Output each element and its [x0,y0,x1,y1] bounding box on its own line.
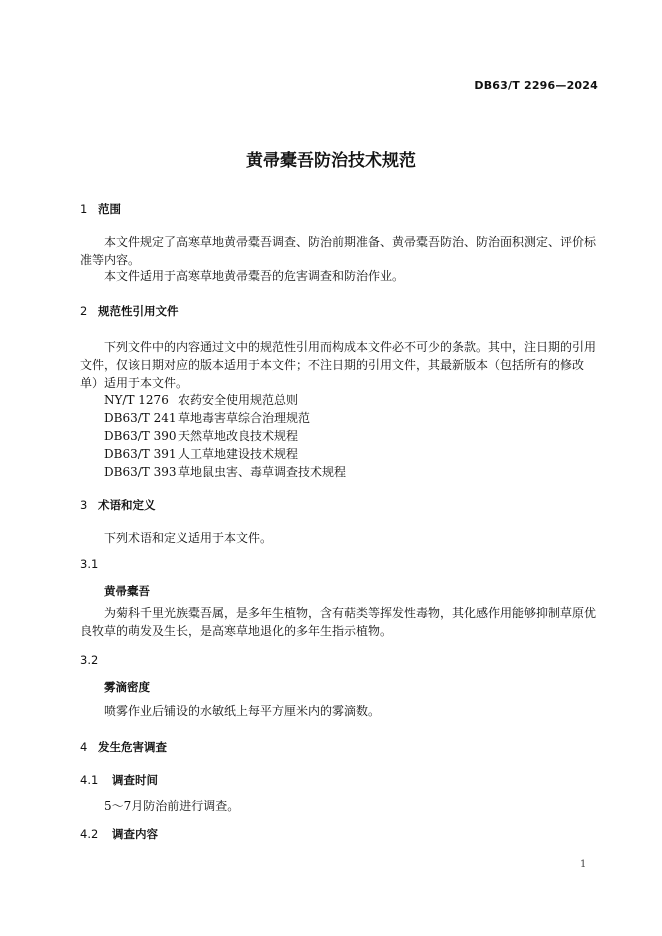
reference-title: 农药安全使用规范总则 [178,393,299,407]
reference-item [104,427,298,444]
reference-code: DB63/T 241 [104,411,177,425]
section-number: 4 [80,740,88,754]
section-title: 范围 [98,202,121,216]
clause-number: 3.1 [80,557,99,571]
reference-item [104,409,310,426]
reference-title: 草地鼠虫害、毒草调查技术规程 [178,465,347,479]
subsection-number: 4.2 [80,827,99,841]
terms-intro: 下列术语和定义适用于本文件。 [104,531,273,545]
reference-title: 草地毒害草综合治理规范 [178,411,311,425]
section-number: 1 [80,202,88,216]
section-title: 术语和定义 [98,498,156,512]
reference-code: DB63/T 390 [104,429,177,443]
section-heading-scope [80,201,121,217]
term-definition: 为菊科千里光族橐吾属，是多年生植物，含有萜类等挥发性毒物，其化感作用能够抑制草原优良牧草的萌发及生长，是高寒草地退化的多年生指示植物。 [80,606,597,638]
reference-item [104,463,346,480]
page-title: 黄帚橐吾防治技术规范 [246,151,416,171]
reference-title: 天然草地改良技术规程 [178,429,299,443]
page-number: 1 [580,859,587,870]
subsection-heading-survey-time [80,772,158,788]
scope-paragraph-1: 本文件规定了高寒草地黄帚橐吾调查、防治前期准备、黄帚橐吾防治、防治面积测定、评价标准等内容。 [80,235,597,267]
section-title: 规范性引用文件 [98,304,179,318]
references-intro: 下列文件中的内容通过文中的规范性引用而构成本文件必不可少的条款。其中，注日期的引用文件，仅该日期对应的版本适用于本文件；不注日期的引用文件，其最新版本（包括所有的修改单）适用于本文件。 [80,340,597,390]
subsection-heading-survey-content [80,826,158,842]
survey-time-text: 5～7月防治前进行调查。 [104,799,240,813]
reference-title: 人工草地建设技术规程 [178,447,299,461]
reference-item [104,445,298,462]
term-name: 黄帚橐吾 [104,584,150,598]
reference-item [104,391,298,408]
section-heading-damage-survey [80,739,167,755]
reference-code: NY/T 1276 [104,393,169,407]
scope-paragraph-2: 本文件适用于高寒草地黄帚橐吾的危害调查和防治作业。 [104,269,405,283]
section-title: 发生危害调查 [98,740,167,754]
term-definition: 喷雾作业后铺设的水敏纸上每平方厘米内的雾滴数。 [104,704,381,718]
section-number: 2 [80,304,88,318]
subsection-title: 调查内容 [112,827,158,841]
clause-number: 3.2 [80,653,99,667]
reference-code: DB63/T 391 [104,447,177,461]
section-heading-normative-references [80,303,179,319]
document-code: DB63/T 2296—2024 [474,79,598,92]
section-number: 3 [80,498,88,512]
subsection-title: 调查时间 [112,773,158,787]
reference-code: DB63/T 393 [104,465,177,479]
term-name: 雾滴密度 [104,680,150,694]
section-heading-terms [80,497,156,513]
subsection-number: 4.1 [80,773,99,787]
